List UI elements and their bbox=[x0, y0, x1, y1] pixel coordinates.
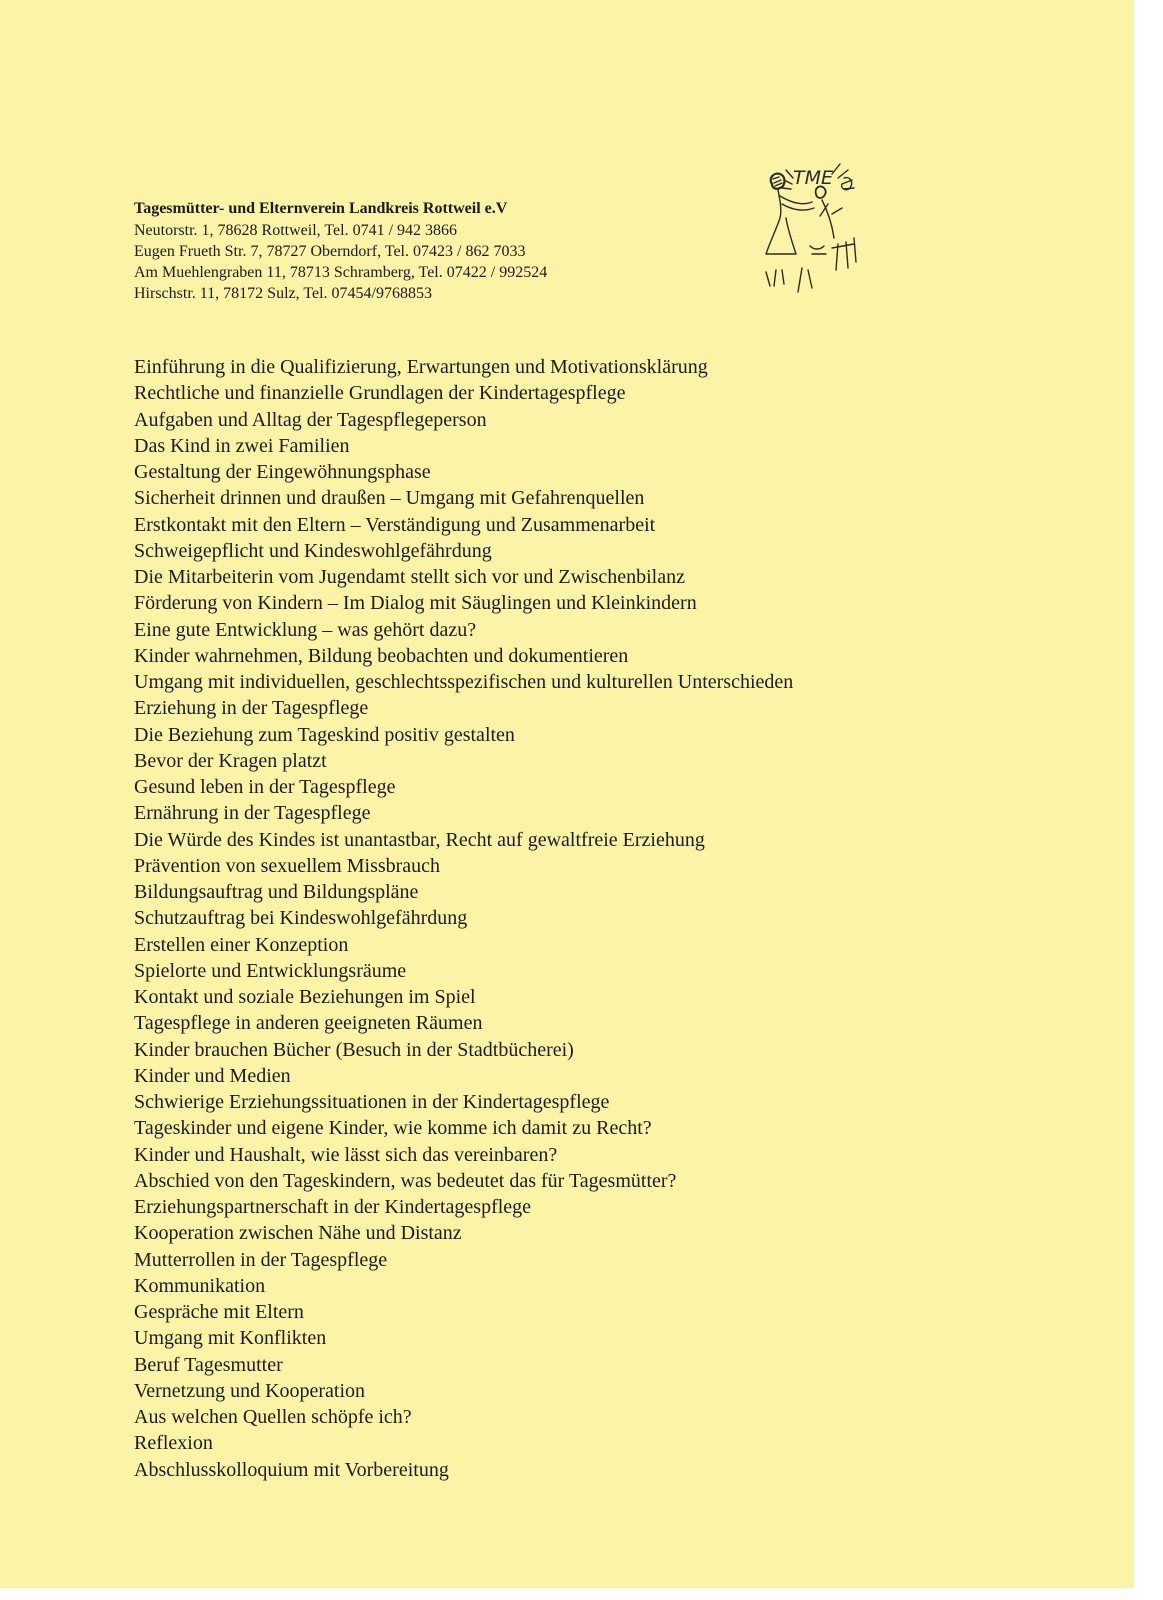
topic-item: Kontakt und soziale Beziehungen im Spiel bbox=[134, 986, 476, 1008]
topic-item: Gestaltung der Eingewöhnungsphase bbox=[134, 461, 431, 483]
topic-item: Tageskinder und eigene Kinder, wie komme ich damit zu Recht? bbox=[134, 1117, 652, 1140]
topic-item: Aufgaben und Alltag der Tagespflegeperson bbox=[134, 408, 487, 431]
topic-item: Kinder und Medien bbox=[134, 1064, 291, 1087]
topic-item: Die Beziehung zum Tageskind positiv gestalten bbox=[134, 723, 515, 746]
topic-item: Eine gute Entwicklung – was gehört dazu? bbox=[134, 618, 477, 641]
topic-item: Schutzauftrag bei Kindeswohlgefährdung bbox=[134, 907, 468, 930]
address-oberndorf: Eugen Frueth Str. 7, 78727 Oberndorf, Tel. 07423 / 862 7033 bbox=[134, 243, 526, 260]
topic-item: Schweigepflicht und Kindeswohlgefährdung bbox=[134, 539, 492, 562]
topic-item: Ernährung in der Tagespflege bbox=[134, 802, 371, 825]
mother-and-child-sketch-icon bbox=[762, 158, 874, 308]
topic-item: Vernetzung und Kooperation bbox=[134, 1379, 366, 1402]
organization-name: Tagesmütter- und Elternverein Landkreis Rottweil e.V bbox=[134, 200, 508, 217]
address-sulz: Hirschstr. 11, 78172 Sulz, Tel. 07454/9768853 bbox=[134, 285, 432, 302]
topic-item: Tagespflege in anderen geeigneten Räumen bbox=[134, 1012, 483, 1035]
topic-item: Die Würde des Kindes ist unantastbar, Recht auf gewaltfreie Erziehung bbox=[134, 828, 705, 851]
topic-item: Abschlusskolloquium mit Vorbereitung bbox=[134, 1458, 449, 1481]
scan-margin-right bbox=[1134, 0, 1163, 1600]
topic-item: Umgang mit Konflikten bbox=[134, 1327, 327, 1350]
topic-item: Kommunikation bbox=[134, 1274, 266, 1297]
topic-item: Sicherheit drinnen und draußen – Umgang mit Gefahrenquellen bbox=[134, 487, 645, 510]
topic-item: Bildungsauftrag und Bildungspläne bbox=[134, 881, 419, 903]
topic-item: Bevor der Kragen platzt bbox=[134, 749, 327, 772]
topic-item: Reflexion bbox=[134, 1432, 213, 1455]
address-schramberg: Am Muehlengraben 11, 78713 Schramberg, Tel. 07422 / 992524 bbox=[134, 264, 548, 281]
topic-item: Erziehungspartnerschaft in der Kindertagespflege bbox=[134, 1196, 532, 1218]
topic-item: Spielorte und Entwicklungsräume bbox=[134, 959, 407, 982]
topic-item: Abschied von den Tageskindern, was bedeutet das für Tagesmütter? bbox=[134, 1169, 677, 1192]
topic-item: Umgang mit individuellen, geschlechtsspezifischen und kulturellen Unterschieden bbox=[134, 671, 794, 693]
topic-item: Erstkontakt mit den Eltern – Verständigung und Zusammenarbeit bbox=[134, 513, 656, 536]
topic-item: Kooperation zwischen Nähe und Distanz bbox=[134, 1222, 462, 1245]
topic-item: Gespräche mit Eltern bbox=[134, 1301, 304, 1323]
course-topics-list bbox=[134, 354, 1094, 1483]
scan-margin-bottom bbox=[0, 1588, 1163, 1600]
topic-item: Kinder brauchen Bücher (Besuch in der Stadtbücherei) bbox=[134, 1038, 574, 1061]
topic-item: Kinder und Haushalt, wie lässt sich das vereinbaren? bbox=[134, 1143, 558, 1166]
logo bbox=[762, 158, 874, 308]
topic-item: Erstellen einer Konzeption bbox=[134, 933, 349, 956]
topic-item: Gesund leben in der Tagespflege bbox=[134, 776, 396, 798]
topic-item: Schwierige Erziehungssituationen in der Kindertagespflege bbox=[134, 1091, 610, 1113]
topic-item: Beruf Tagesmutter bbox=[134, 1353, 283, 1376]
topic-item: Die Mitarbeiterin vom Jugendamt stellt sich vor und Zwischenbilanz bbox=[134, 566, 685, 588]
topic-item: Einführung in die Qualifizierung, Erwartungen und Motivationsklärung bbox=[134, 356, 708, 378]
topic-item: Das Kind in zwei Familien bbox=[134, 434, 350, 457]
letterhead bbox=[134, 198, 754, 304]
address-rottweil: Neutorstr. 1, 78628 Rottweil, Tel. 0741 / 942 3866 bbox=[134, 222, 458, 239]
topic-item: Kinder wahrnehmen, Bildung beobachten und dokumentieren bbox=[134, 644, 629, 667]
topic-item: Aus welchen Quellen schöpfe ich? bbox=[134, 1406, 412, 1428]
topic-item: Mutterrollen in der Tagespflege bbox=[134, 1248, 388, 1271]
topic-item: Prävention von sexuellem Missbrauch bbox=[134, 854, 441, 877]
logo-lettering: TME bbox=[793, 167, 834, 189]
topic-item: Erziehung in der Tagespflege bbox=[134, 697, 369, 720]
topic-item: Förderung von Kindern – Im Dialog mit Säuglingen und Kleinkindern bbox=[134, 592, 697, 615]
topic-item: Rechtliche und finanzielle Grundlagen der Kindertagespflege bbox=[134, 382, 626, 405]
